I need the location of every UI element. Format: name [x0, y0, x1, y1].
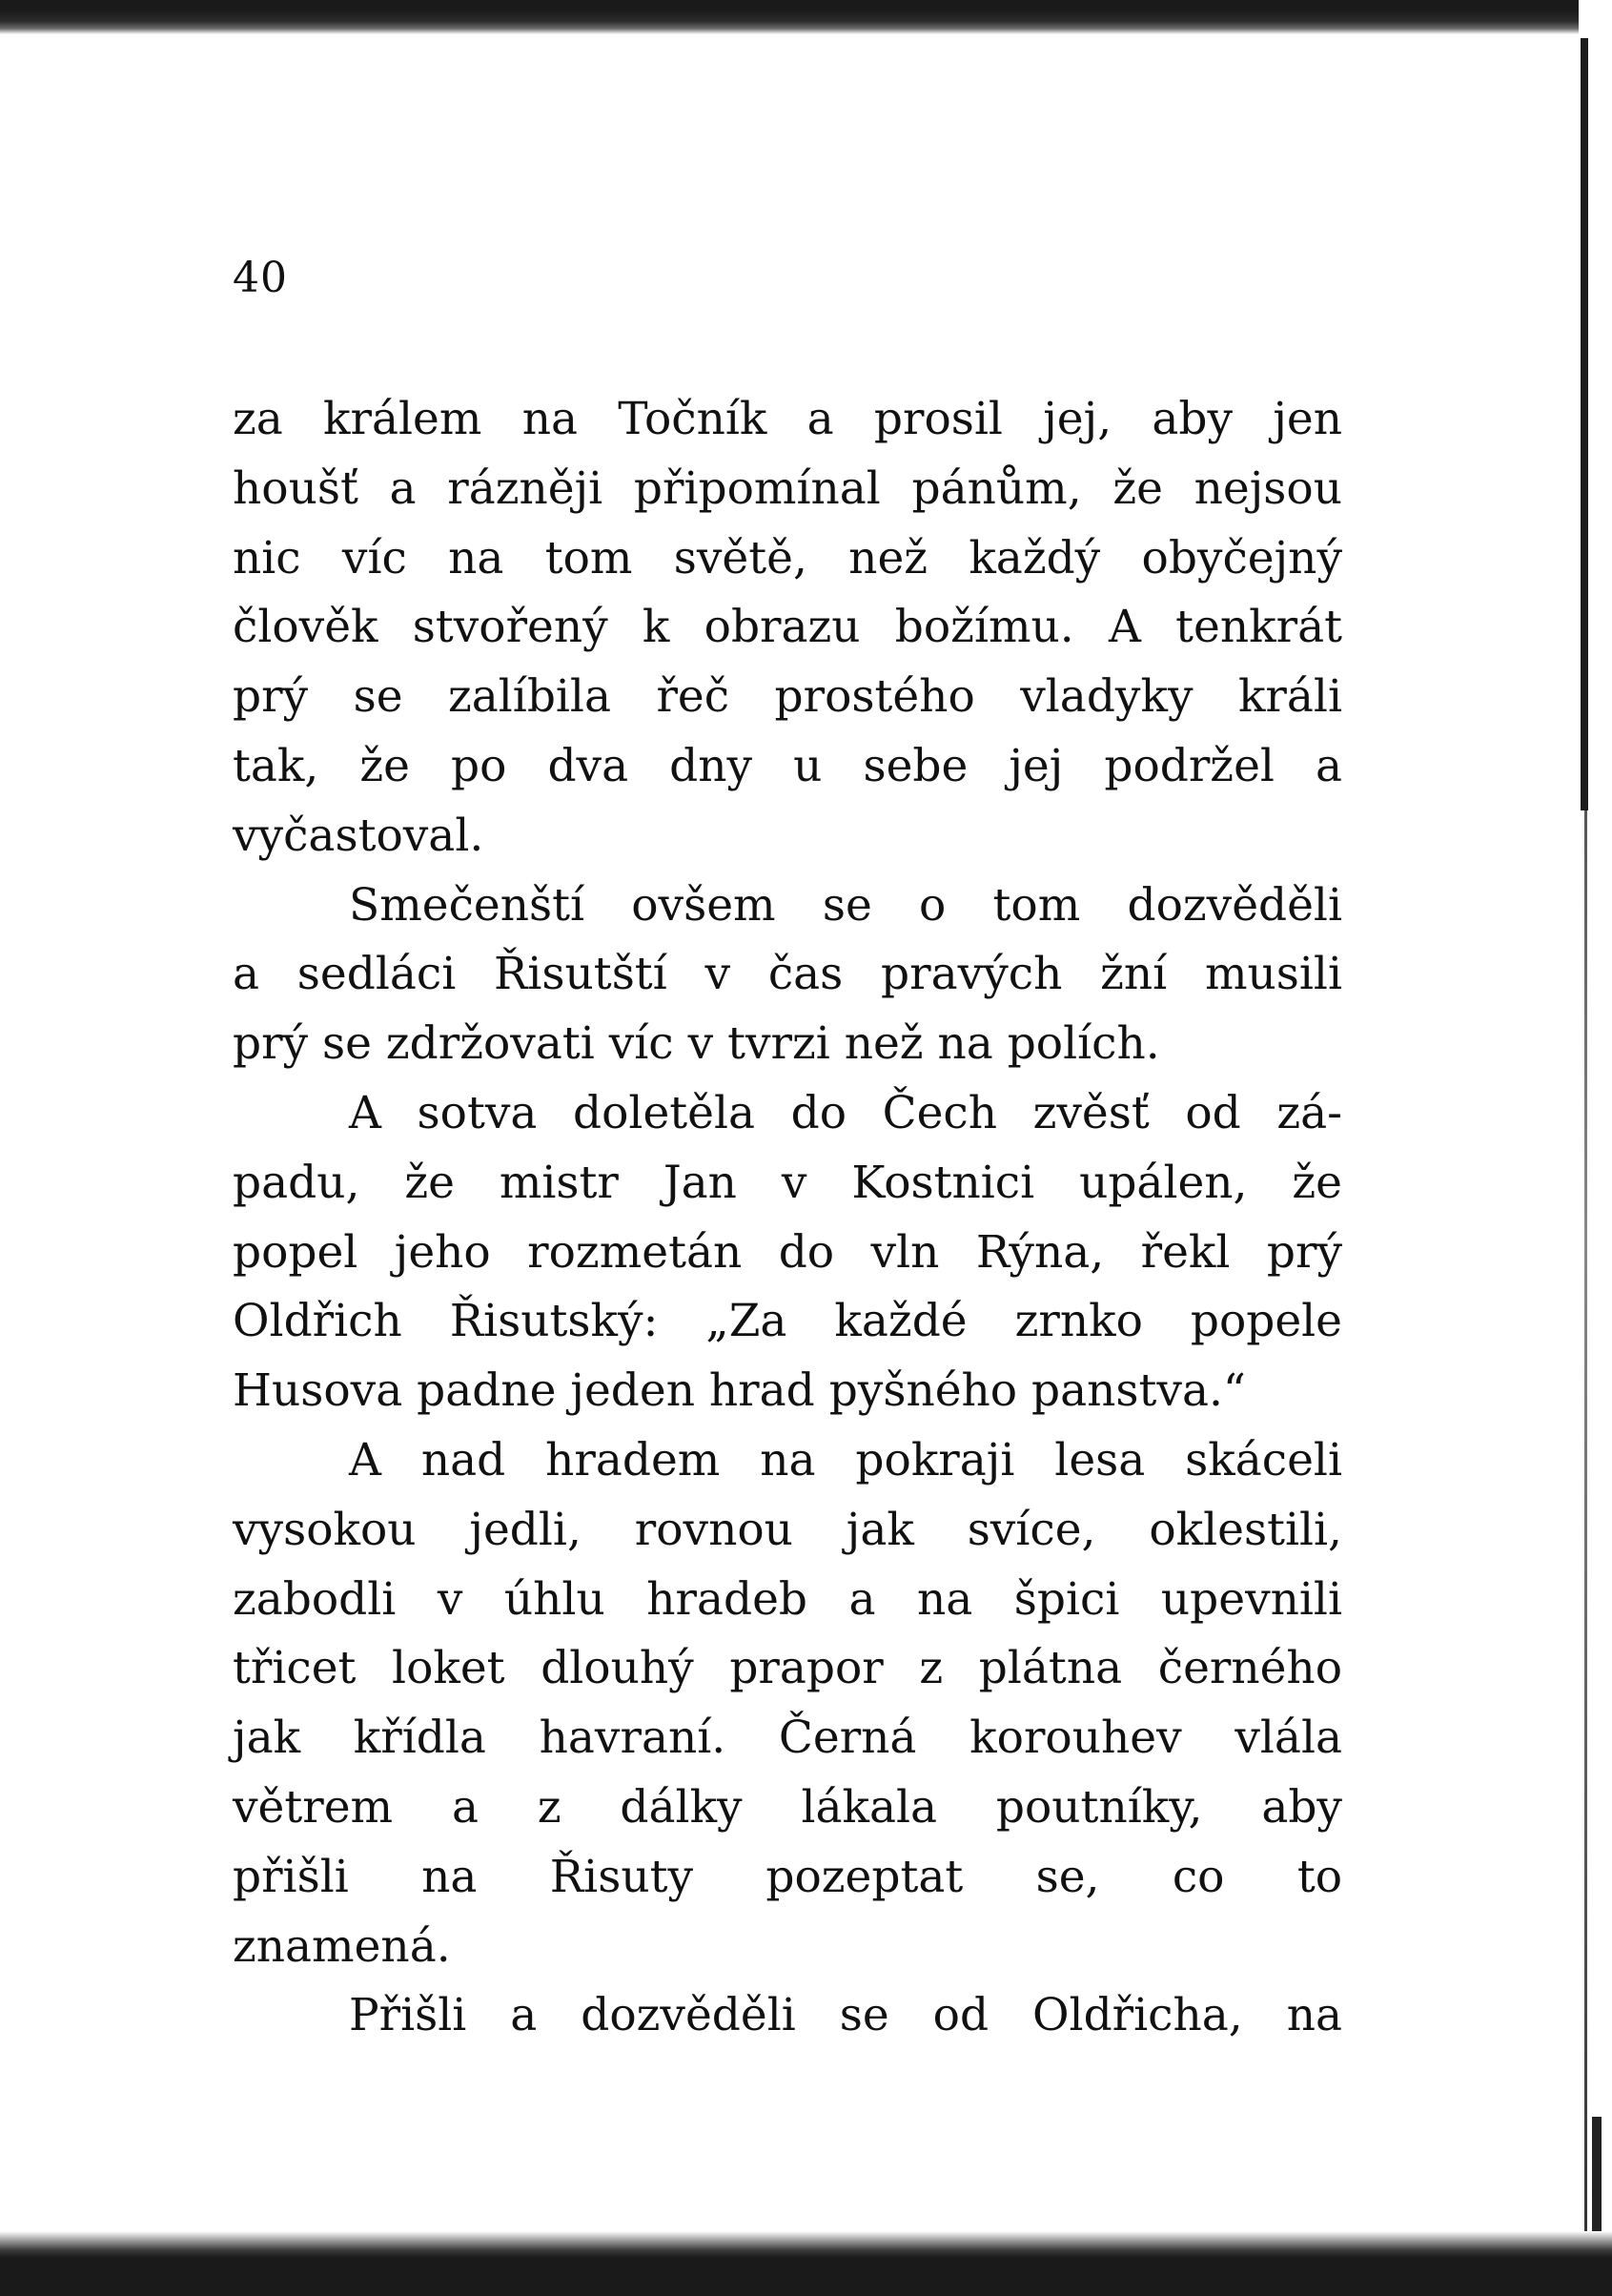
text-line: nic víc na tom světě, než každý obyčejný: [233, 531, 1342, 584]
text-line: zabodli v úhlu hradeb a na špici upevnili: [233, 1572, 1342, 1626]
binding-edge-line-lower: [1584, 810, 1587, 2231]
text-line: větrem a z dálky lákala poutníky, aby: [233, 1780, 1342, 1834]
text-line: a sedláci Řisutští v čas pravých žní musili: [233, 948, 1342, 1001]
text-line: za králem na Točník a prosil jej, aby jen: [233, 393, 1342, 445]
text-line: Oldřich Řisutský: „Za každé zrnko popele: [233, 1295, 1342, 1348]
text-line: třicet loket dlouhý prapor z plátna černého: [233, 1642, 1342, 1695]
scan-top-edge: [0, 0, 1612, 34]
text-line: člověk stvořený k obrazu božímu. A tenkrát: [233, 601, 1342, 654]
page-number: 40: [233, 254, 288, 302]
text-line: houšť a rázněji připomínal pánům, že nejsou: [233, 461, 1342, 515]
text-line: vyčastoval.: [233, 809, 484, 862]
text-line: A nad hradem na pokraji lesa skáceli: [349, 1433, 1342, 1486]
binding-edge-shadow: [1592, 2117, 1602, 2241]
text-line: Smečenští ovšem se o tom dozvěděli: [349, 878, 1342, 932]
text-line: Přišli a dozvěděli se od Oldřicha, na: [349, 1989, 1342, 2042]
text-line: padu, že mistr Jan v Kostnici upálen, že: [233, 1156, 1342, 1209]
text-line: jak křídla havraní. Černá korouhev vlála: [233, 1712, 1342, 1765]
text-line: prý se zdržovati víc v tvrzi než na polích.: [233, 1017, 1160, 1071]
text-line: vysokou jedli, rovnou jak svíce, oklestili,: [233, 1503, 1342, 1556]
text-line: tak, že po dva dny u sebe jej podržel a: [233, 739, 1342, 792]
text-line: popel jeho rozmetán do vln Rýna, řekl prý: [233, 1225, 1342, 1279]
binding-edge-line: [1581, 38, 1588, 810]
text-line: znamená.: [233, 1919, 451, 1973]
text-line: Husova padne jeden hrad pyšného panstva.“: [233, 1364, 1246, 1418]
body-text: [233, 385, 1342, 2051]
text-line: prý se zalíbila řeč prostého vladyky králi: [233, 670, 1342, 724]
text-line: přišli na Řisuty pozeptat se, co to: [233, 1850, 1342, 1903]
scan-bottom-edge: [0, 2231, 1612, 2296]
text-line: A sotva doletěla do Čech zvěsť od zá-: [349, 1086, 1342, 1139]
